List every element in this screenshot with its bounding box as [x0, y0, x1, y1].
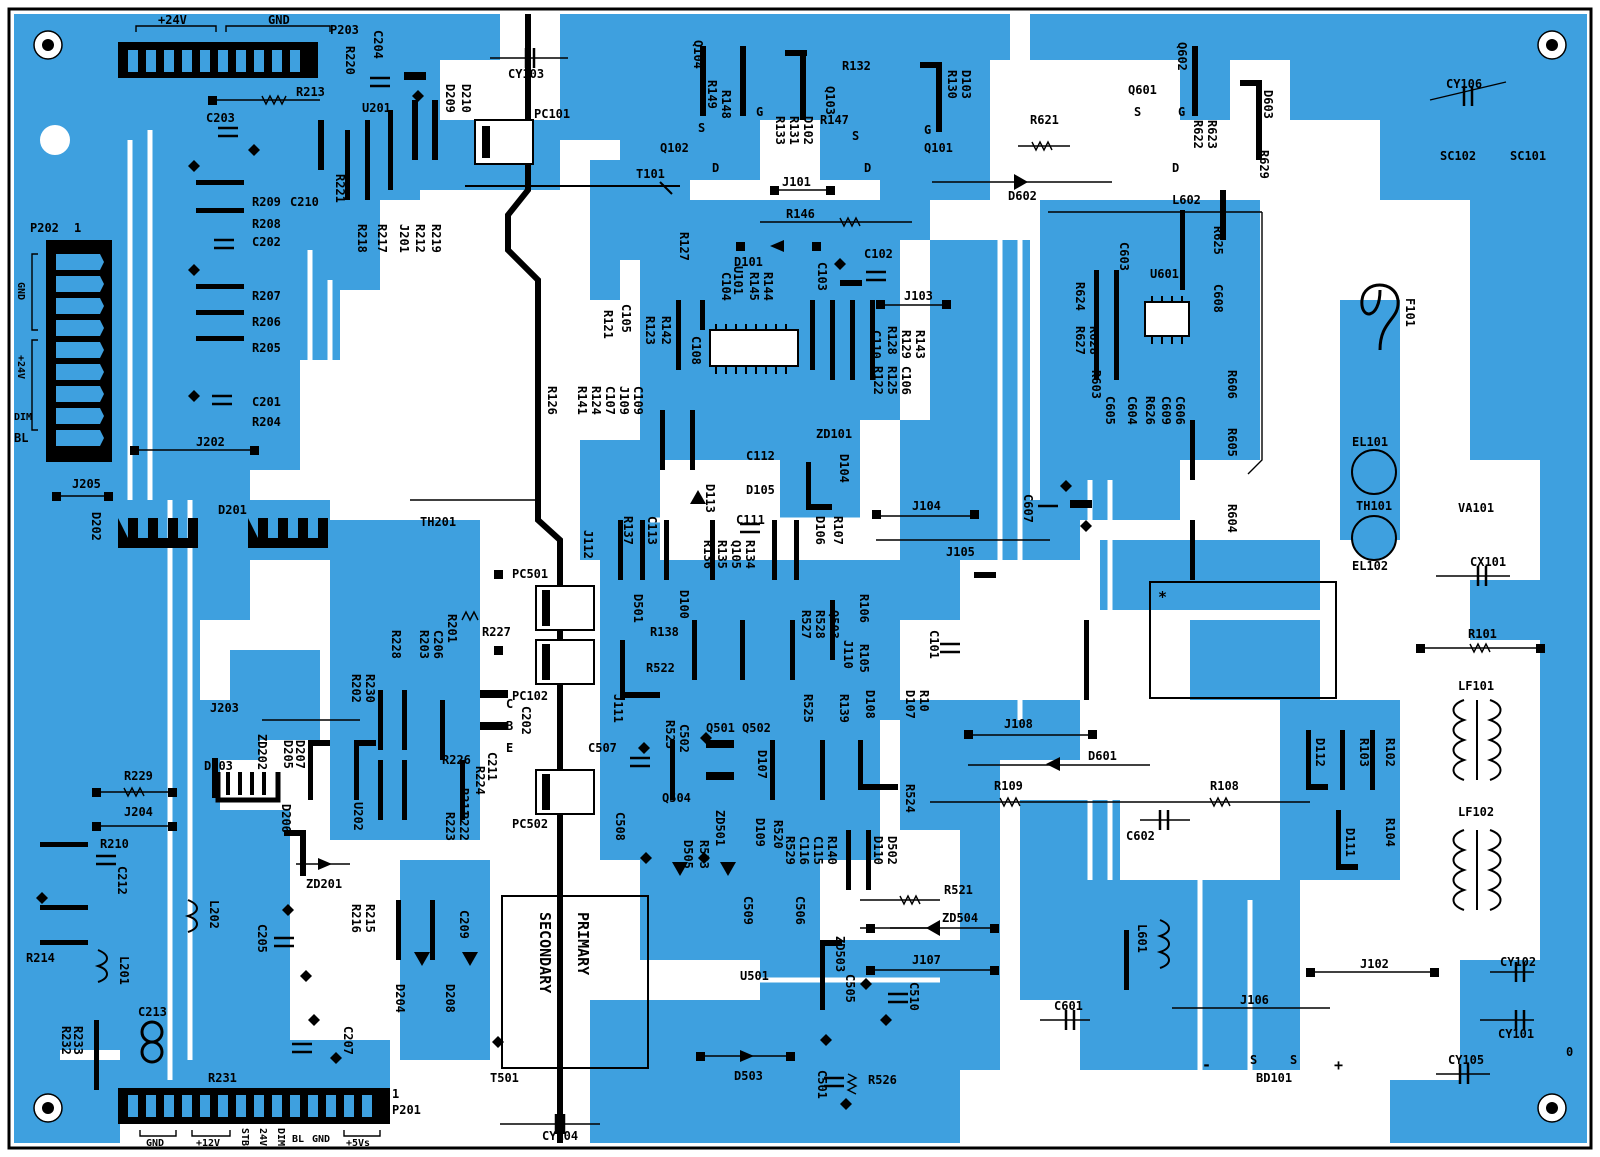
- label-d602: D602: [1008, 189, 1037, 203]
- label-c602: C602: [1126, 829, 1155, 843]
- label-c115: C115: [811, 836, 825, 865]
- label-pc101: PC101: [534, 107, 571, 121]
- q601-pin-d: D: [1172, 161, 1180, 175]
- label-r603: R603: [1089, 370, 1103, 399]
- label-c205: C205: [255, 924, 269, 953]
- label-c213: C213: [138, 1005, 167, 1019]
- label-c101: C101: [927, 630, 941, 659]
- label-r624: R624: [1073, 282, 1087, 311]
- label-c202b: C202: [519, 706, 533, 735]
- label-r528: R528: [813, 610, 827, 639]
- label-r211a: R211: [457, 788, 471, 817]
- label-d107b: D107: [755, 750, 769, 779]
- label-r134: R134: [743, 540, 757, 569]
- q101-pin-s: S: [852, 129, 860, 143]
- label-d207: D207: [293, 740, 307, 769]
- label-j101: J101: [782, 175, 811, 189]
- label-c209: C209: [457, 910, 471, 939]
- label-r121: R121: [601, 310, 615, 339]
- label-d210: D210: [459, 84, 473, 113]
- label-zd503: ZD503: [833, 936, 847, 973]
- label-c604: C604: [1125, 396, 1139, 425]
- label-r215: R215: [363, 904, 377, 933]
- label-r230: R230: [363, 674, 377, 703]
- t501-ref: T501: [490, 1071, 519, 1085]
- label-r212: R212: [413, 224, 427, 253]
- label-l202: L202: [207, 900, 221, 929]
- label-cx101: CX101: [1470, 555, 1507, 569]
- label-r127: R127: [677, 232, 691, 261]
- label-q602: Q602: [1175, 42, 1189, 71]
- label-r131: R131: [787, 116, 801, 145]
- label-pc501: PC501: [512, 567, 549, 581]
- p201-pin1: 1: [392, 1087, 400, 1101]
- label-d107a: D107: [903, 690, 917, 719]
- label-r103: R103: [1357, 738, 1371, 767]
- label-r144a: R144: [761, 272, 775, 301]
- label-r628: R628: [1087, 326, 1101, 355]
- q101-pin-d: D: [864, 161, 872, 175]
- label-r107: R107: [831, 516, 845, 545]
- label-r138: R138: [650, 625, 679, 639]
- label-q102: Q102: [660, 141, 689, 155]
- q601-pin-g: G: [1178, 105, 1186, 119]
- q102-pin-s: S: [698, 121, 706, 135]
- bd101-ac1: S: [1250, 1053, 1258, 1067]
- p202-label-bl: BL: [14, 431, 29, 445]
- label-r148: R148: [719, 90, 733, 119]
- label-u101: U101: [731, 266, 745, 295]
- p202-label-gnd: GND: [15, 282, 26, 301]
- label-cy103: CY103: [508, 67, 545, 81]
- label-c601: C601: [1054, 999, 1083, 1013]
- label-f101: F101: [1403, 298, 1417, 327]
- bd101-ac2: S: [1290, 1053, 1298, 1067]
- label-q503: Q503: [827, 610, 841, 639]
- q601-pin-s: S: [1134, 105, 1142, 119]
- label-r214: R214: [26, 951, 55, 965]
- label-d103: D103: [959, 70, 973, 99]
- label-r130: R130: [945, 70, 959, 99]
- label-c508: C508: [613, 812, 627, 841]
- label-r106a: R106: [857, 594, 871, 623]
- label-el101: EL101: [1352, 435, 1389, 449]
- label-j106: J106: [1240, 993, 1269, 1007]
- p201-label-dim: DIM: [275, 1128, 286, 1147]
- label-d101: D101: [734, 255, 763, 269]
- label-r140: R140: [825, 836, 839, 865]
- label-r627: R627: [1073, 326, 1087, 355]
- label-j203: J203: [210, 701, 239, 715]
- label-j103: J103: [904, 289, 933, 303]
- label-j109: J109: [617, 386, 631, 415]
- label-r143: R143: [913, 330, 927, 359]
- label-d505: D505: [681, 840, 695, 869]
- label-r622: R622: [1191, 120, 1205, 149]
- svg-text:*: *: [1158, 588, 1168, 606]
- label-d202: D202: [89, 512, 103, 541]
- label-th101: TH101: [1356, 499, 1393, 513]
- pc102-pin-e: E: [506, 741, 514, 755]
- p202-label-dim: DIM: [14, 412, 33, 423]
- label-c212: C212: [115, 866, 129, 895]
- label-j102: J102: [1360, 957, 1389, 971]
- label-u501: U501: [740, 969, 769, 983]
- label-d112: D112: [1313, 738, 1327, 767]
- label-r207: R207: [252, 289, 281, 303]
- label-r133: R133: [773, 116, 787, 145]
- label-r142: R142: [659, 316, 673, 345]
- t501-primary-label: PRIMARY: [574, 912, 592, 976]
- ic-u101: [710, 324, 798, 374]
- label-r139: R139: [837, 694, 851, 723]
- label-d209: D209: [443, 84, 457, 113]
- label-d106a: D106: [813, 516, 827, 545]
- label-l601: L601: [1135, 924, 1149, 953]
- label-d100: D100: [677, 590, 691, 619]
- label-c211: C211: [485, 752, 499, 781]
- p203-ref: P203: [330, 23, 359, 37]
- label-r217: R217: [375, 224, 389, 253]
- label-cy104: CY104: [542, 1129, 579, 1143]
- label-c509: C509: [741, 896, 755, 925]
- label-pc502: PC502: [512, 817, 549, 831]
- label-r132: R132: [842, 59, 871, 73]
- label-cy101: CY101: [1498, 1027, 1535, 1041]
- label-r625: R625: [1211, 226, 1225, 255]
- label-j205: J205: [72, 477, 101, 491]
- el102-circle: [1352, 516, 1396, 560]
- label-d603: D603: [1261, 90, 1275, 119]
- label-r529: R529: [783, 836, 797, 865]
- p201-label-12v: +12V: [196, 1138, 221, 1149]
- bd101-zero: 0: [1566, 1045, 1574, 1059]
- label-r122: R122: [871, 366, 885, 395]
- bd101-ref: BD101: [1256, 1071, 1293, 1085]
- label-c203: C203: [206, 111, 235, 125]
- label-c111: C111: [736, 513, 765, 527]
- mounting-hole-top-right: [1526, 19, 1578, 71]
- label-d102: D102: [801, 116, 815, 145]
- label-c603: C603: [1117, 242, 1131, 271]
- label-c204: C204: [371, 30, 385, 59]
- label-d113: D113: [703, 484, 717, 513]
- label-d110: D110: [871, 836, 885, 865]
- label-j111: J111: [611, 694, 625, 723]
- label-c501: C501: [815, 1070, 829, 1099]
- label-c103: C103: [815, 262, 829, 291]
- label-sc101: SC101: [1510, 149, 1547, 163]
- mounting-hole-bottom-left: [22, 1082, 74, 1134]
- label-d601: D601: [1088, 749, 1117, 763]
- label-zd201: ZD201: [306, 877, 343, 891]
- label-d105: D105: [746, 483, 775, 497]
- label-u201: U201: [362, 101, 391, 115]
- label-r126: R126: [545, 386, 559, 415]
- q102-pin-g: G: [756, 105, 764, 119]
- label-d108: D108: [863, 690, 877, 719]
- label-j201: J201: [397, 224, 411, 253]
- label-c210: C210: [290, 195, 319, 209]
- label-j108: J108: [1004, 717, 1033, 731]
- label-r205: R205: [252, 341, 281, 355]
- label-r229: R229: [124, 769, 153, 783]
- label-r222: R222: [457, 812, 471, 841]
- label-d208: D208: [443, 984, 457, 1013]
- label-r204: R204: [252, 415, 281, 429]
- q101-pin-g: G: [924, 123, 932, 137]
- label-d204: D204: [393, 984, 407, 1013]
- p201-label-24v: 24V: [257, 1128, 268, 1147]
- label-q101: Q101: [924, 141, 953, 155]
- label-r605: R605: [1225, 428, 1239, 457]
- label-r102: R102: [1383, 738, 1397, 767]
- label-c102: C102: [864, 247, 893, 261]
- label-r522: R522: [646, 661, 675, 675]
- label-r124: R124: [589, 386, 603, 415]
- label-r221: R221: [333, 174, 347, 203]
- label-c109: C109: [631, 386, 645, 415]
- label-r525: R525: [801, 694, 815, 723]
- label-c510: C510: [907, 982, 921, 1011]
- label-lf101: LF101: [1458, 679, 1495, 693]
- label-zd501: ZD501: [713, 810, 727, 847]
- label-c201: C201: [252, 395, 281, 409]
- label-l602: L602: [1172, 193, 1201, 207]
- label-r149: R149: [705, 80, 719, 109]
- p203-label-24v: +24V: [158, 13, 187, 27]
- label-c502: C502: [677, 724, 691, 753]
- label-r201: R201: [445, 614, 459, 643]
- label-cy102: CY102: [1500, 955, 1537, 969]
- label-r128: R128: [885, 326, 899, 355]
- label-d206: D206: [279, 804, 293, 833]
- label-c116: C116: [797, 836, 811, 865]
- t501-secondary-label: SECONDARY: [536, 912, 554, 994]
- label-r129: R129: [899, 330, 913, 359]
- label-r524: R524: [903, 784, 917, 813]
- label-c107: C107: [603, 386, 617, 415]
- label-r220: R220: [343, 46, 357, 75]
- label-r141: R141: [575, 386, 589, 415]
- p202-ref: P202: [30, 221, 59, 235]
- label-r147: R147: [820, 113, 849, 127]
- pc102-pin-b: B: [506, 719, 514, 733]
- label-r626: R626: [1143, 396, 1157, 425]
- label-r216: R216: [349, 904, 363, 933]
- label-r210: R210: [100, 837, 129, 851]
- label-r526: R526: [868, 1073, 897, 1087]
- label-r123: R123: [643, 316, 657, 345]
- label-sc102: SC102: [1440, 149, 1477, 163]
- label-u202: U202: [351, 802, 365, 831]
- label-r227: R227: [482, 625, 511, 639]
- label-r629: R629: [1257, 150, 1271, 179]
- label-r10: R10: [917, 690, 931, 712]
- label-c506: C506: [793, 896, 807, 925]
- p202-label-24v: +24V: [15, 355, 26, 380]
- label-r145: R145: [747, 272, 761, 301]
- label-c609: C609: [1159, 396, 1173, 425]
- label-c112: C112: [746, 449, 775, 463]
- label-pc102: PC102: [512, 689, 549, 703]
- p201-ref: P201: [392, 1103, 421, 1117]
- label-r521: R521: [944, 883, 973, 897]
- label-cy106: CY106: [1446, 77, 1483, 91]
- label-r231: R231: [208, 1071, 237, 1085]
- label-zd202: ZD202: [255, 734, 269, 771]
- label-r219: R219: [429, 224, 443, 253]
- label-q103: Q103: [823, 86, 837, 115]
- label-r209: R209: [252, 195, 281, 209]
- label-c202a: C202: [252, 235, 281, 249]
- label-c606: C606: [1173, 396, 1187, 425]
- label-r527: R527: [799, 610, 813, 639]
- label-r136: R136: [701, 540, 715, 569]
- label-lf102: LF102: [1458, 805, 1495, 819]
- label-c113: C113: [645, 516, 659, 545]
- label-q501: Q501: [706, 721, 735, 735]
- p201-label-gnd2: GND: [312, 1134, 331, 1145]
- bd101-minus: -: [1202, 1056, 1212, 1074]
- label-c207: C207: [341, 1026, 355, 1055]
- label-r109: R109: [994, 779, 1023, 793]
- label-r621: R621: [1030, 113, 1059, 127]
- label-r623: R623: [1205, 120, 1219, 149]
- label-cy105: CY105: [1448, 1053, 1485, 1067]
- label-r104: R104: [1383, 818, 1397, 847]
- label-c110: C110: [869, 330, 883, 359]
- label-d203: D203: [204, 759, 233, 773]
- label-c108: C108: [689, 336, 703, 365]
- q102-pin-d: D: [712, 161, 720, 175]
- label-d109: D109: [753, 818, 767, 847]
- label-r125: R125: [885, 366, 899, 395]
- label-q105: Q105: [729, 540, 743, 569]
- label-r213: R213: [296, 85, 325, 99]
- label-r208: R208: [252, 217, 281, 231]
- label-r232: R232: [59, 1026, 73, 1055]
- label-r228: R228: [389, 630, 403, 659]
- label-j105: J105: [946, 545, 975, 559]
- label-q502: Q502: [742, 721, 771, 735]
- label-r146: R146: [786, 207, 815, 221]
- label-r218: R218: [355, 224, 369, 253]
- label-r533: R533: [697, 840, 711, 869]
- label-r226: R226: [442, 753, 471, 767]
- label-j104: J104: [912, 499, 941, 513]
- label-c106: C106: [899, 366, 913, 395]
- label-c505: C505: [843, 974, 857, 1003]
- label-r135: R135: [715, 540, 729, 569]
- label-r520: R520: [771, 820, 785, 849]
- label-zd101: ZD101: [816, 427, 853, 441]
- label-r604: R604: [1225, 504, 1239, 533]
- label-j204: J204: [124, 805, 153, 819]
- label-r523: R523: [663, 720, 677, 749]
- label-th201: TH201: [420, 515, 457, 529]
- label-d503: D503: [734, 1069, 763, 1083]
- label-c105: C105: [619, 304, 633, 333]
- label-d104: D104: [837, 454, 851, 483]
- label-c605: C605: [1103, 396, 1117, 425]
- label-d205: D205: [281, 740, 295, 769]
- label-r202: R202: [349, 674, 363, 703]
- p203-label-gnd: GND: [268, 13, 290, 27]
- label-zd504: ZD504: [942, 911, 979, 925]
- label-r137: R137: [621, 516, 635, 545]
- t101-ref: T101: [636, 167, 665, 181]
- p201-label-5vs: +5Vs: [346, 1138, 371, 1149]
- label-r233: R233: [71, 1026, 85, 1055]
- label-c607: C607: [1021, 494, 1035, 523]
- label-j110: J110: [841, 640, 855, 669]
- p201-label-gnd: GND: [146, 1138, 165, 1149]
- label-r108: R108: [1210, 779, 1239, 793]
- label-r105: R105: [857, 644, 871, 673]
- label-r101: R101: [1468, 627, 1497, 641]
- label-d502: D502: [885, 836, 899, 865]
- label-l201: L201: [117, 956, 131, 985]
- label-j107: J107: [912, 953, 941, 967]
- label-c608: C608: [1211, 284, 1225, 313]
- label-c507: C507: [588, 741, 617, 755]
- label-r206: R206: [252, 315, 281, 329]
- label-r223: R223: [443, 812, 457, 841]
- label-q504: Q504: [662, 791, 691, 805]
- bd101-plus: +: [1334, 1056, 1344, 1074]
- mounting-hole-top-left: [22, 19, 74, 71]
- label-d501: D501: [631, 594, 645, 623]
- ic-u601: [1145, 296, 1189, 344]
- label-el102: EL102: [1352, 559, 1389, 573]
- p201-label-bl: BL: [292, 1134, 305, 1145]
- label-r224: R224: [473, 766, 487, 795]
- label-j112: J112: [581, 530, 595, 559]
- label-va101: VA101: [1458, 501, 1495, 515]
- label-d201: D201: [218, 503, 247, 517]
- pc102-pin-c: C: [506, 697, 514, 711]
- label-r606: R606: [1225, 370, 1239, 399]
- label-u601: U601: [1150, 267, 1179, 281]
- el101-circle: [1352, 450, 1396, 494]
- p202-pin1: 1: [74, 221, 82, 235]
- label-r203: R203: [417, 630, 431, 659]
- p201-label-stb: STB: [239, 1128, 250, 1147]
- label-c206: C206: [431, 630, 445, 659]
- label-q601: Q601: [1128, 83, 1157, 97]
- mounting-hole-bottom-right: [1526, 1082, 1578, 1134]
- label-j202: J202: [196, 435, 225, 449]
- label-q104: Q104: [691, 40, 705, 69]
- label-c104: C104: [719, 272, 733, 301]
- label-d111: D111: [1343, 828, 1357, 857]
